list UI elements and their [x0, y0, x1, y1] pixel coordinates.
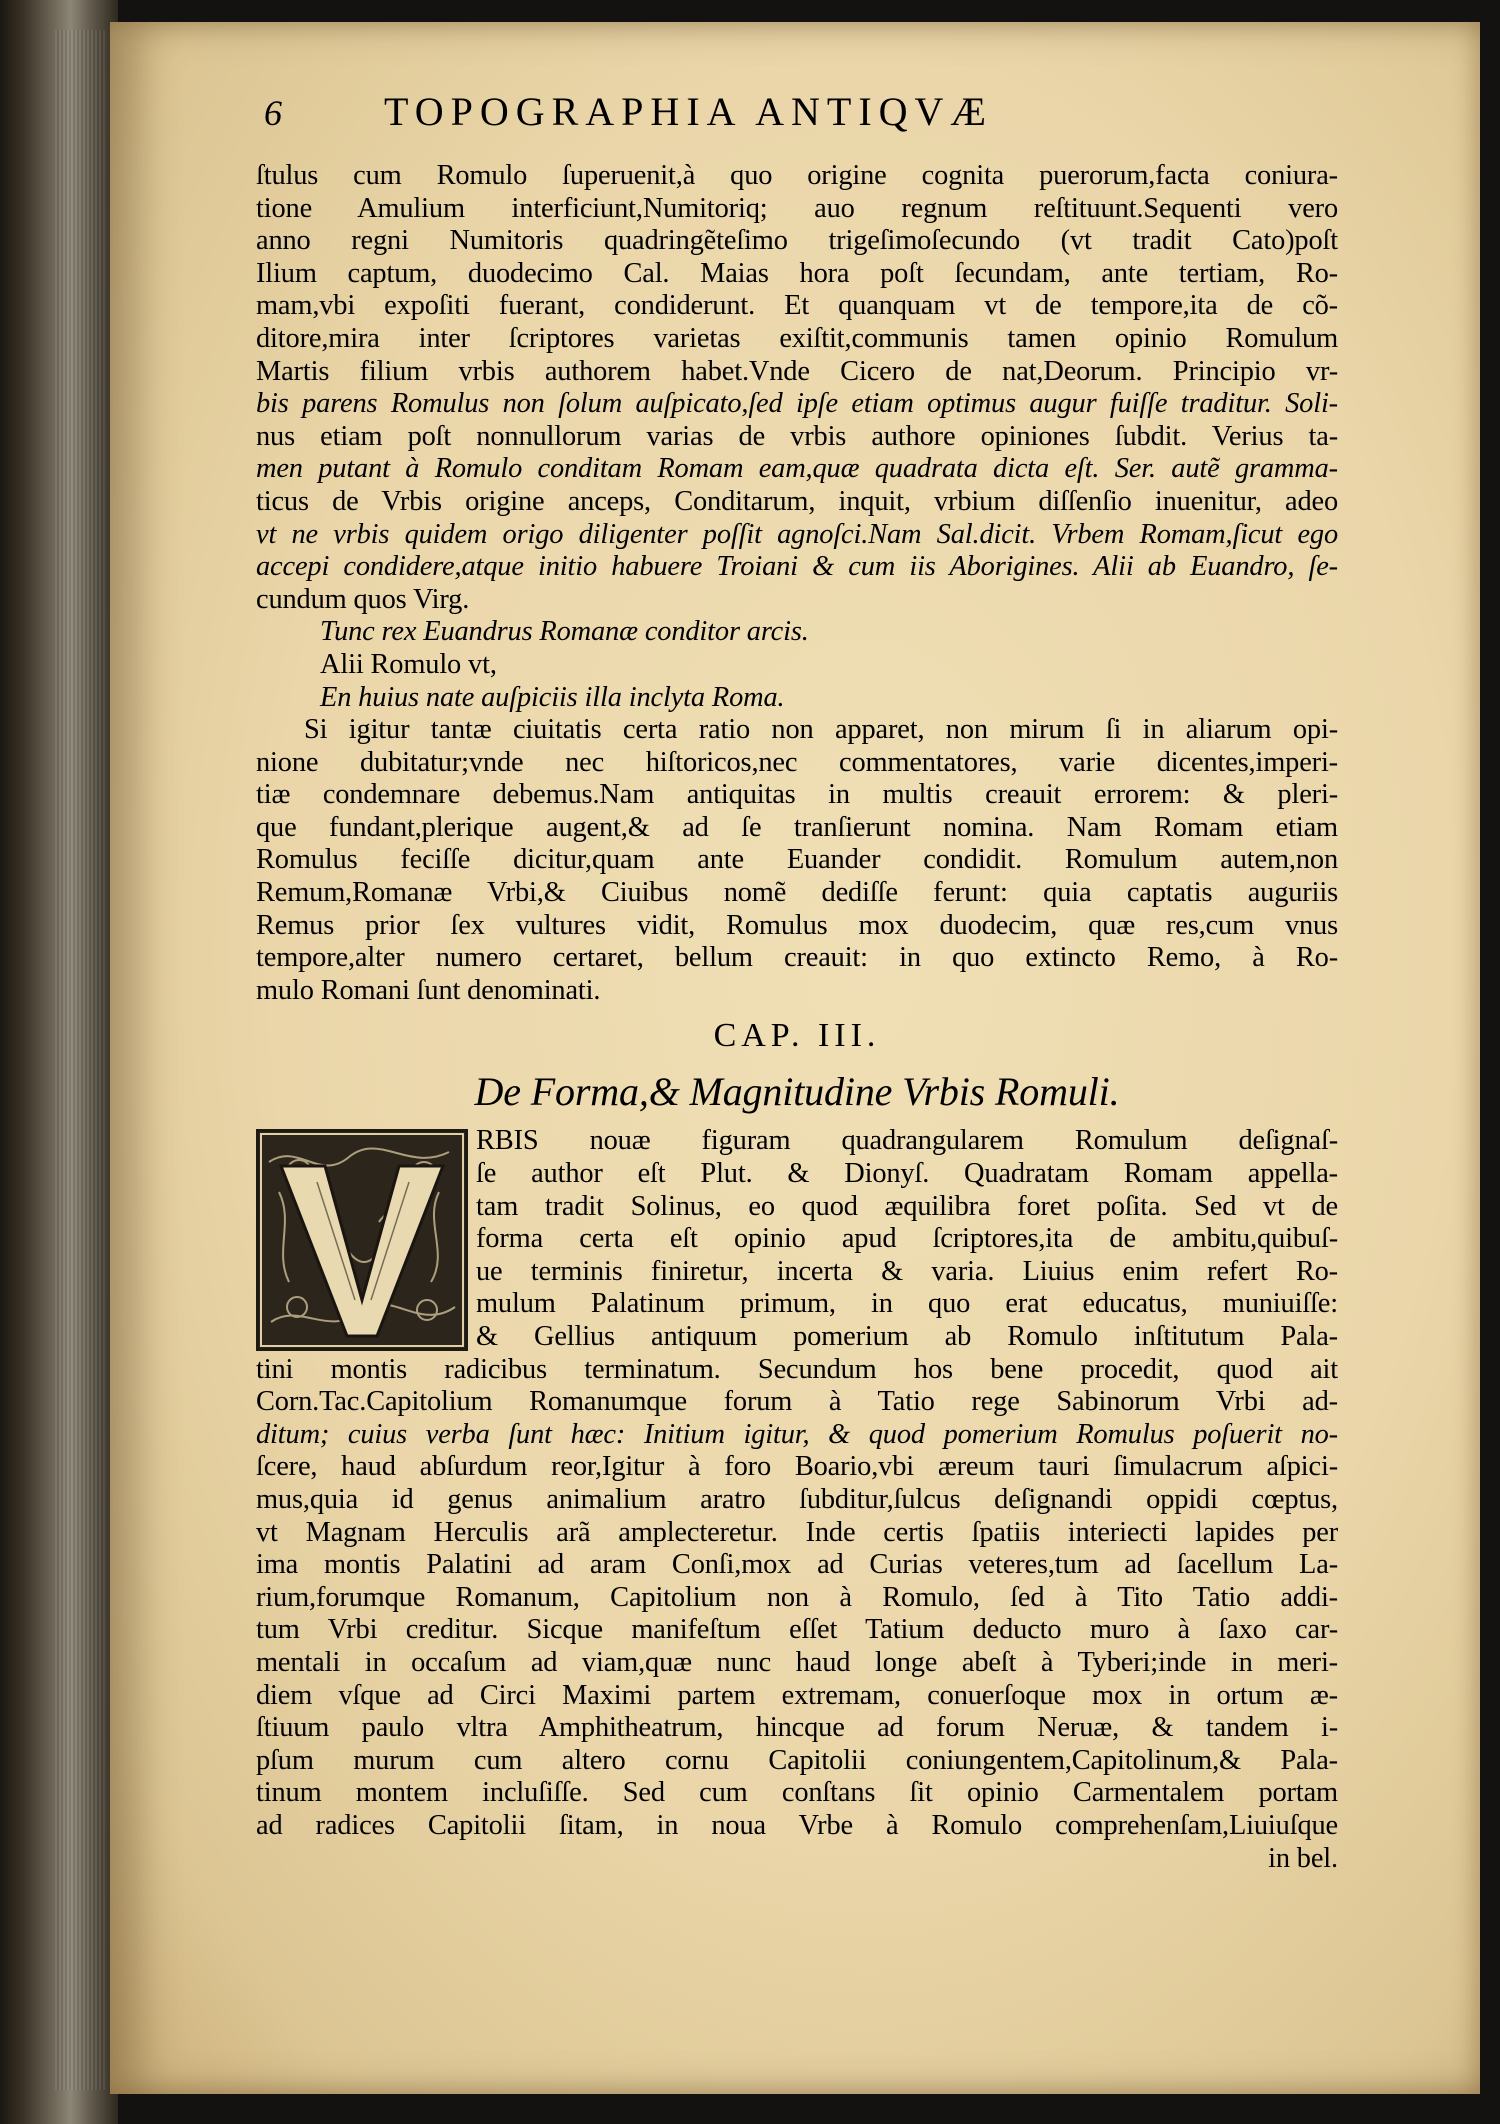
chapter-body — [256, 1125, 1338, 1875]
text-line: & Gellius antiquum pomerium ab Romulo inſtitutum Pala- — [476, 1321, 1338, 1352]
verse-line: En huius nate auſpiciis illa inclyta Roma. — [320, 681, 785, 713]
decorated-initial-v-icon — [256, 1129, 468, 1351]
text-line: mam,vbi expoſiti fuerant, condiderunt. Et quanquam vt de tempore,ita de cõ- — [256, 290, 1338, 322]
running-title: TOPOGRAPHIA ANTIQVÆ — [384, 89, 993, 134]
text-line: Si igitur tantæ ciuitatis certa ratio non apparet, non mirum ſi in aliarum opi- — [304, 714, 1338, 746]
drop-cap-wrapped-text — [476, 1125, 1338, 1353]
text-line: ditore,mira inter ſcriptores varietas exiſtit,communis tamen opinio Romulum — [256, 322, 1338, 354]
text-line: vt Magnam Herculis arã amplecteretur. Inde certis ſpatiis interiecti lapides per — [256, 1516, 1338, 1548]
text-line: men putant à Romulo conditam Romam eam,quæ quadrata dicta eſt. Ser. autẽ gramma- — [256, 453, 1338, 485]
text-line: Martis filium vrbis authorem habet.Vnde Cicero de nat,Deorum. Principio vr- — [256, 355, 1338, 387]
verse-line: Tunc rex Euandrus Romanæ conditor arcis. — [320, 616, 809, 648]
paragraph-3 — [256, 1354, 1338, 1876]
text-line: tinum montem incluſiſſe. Sed cum conſtans ſit opinio Carmentalem portam — [256, 1777, 1338, 1809]
text-line: Remum,Romanæ Vrbi,& Ciuibus nomẽ dediſſe ferunt: quia captatis auguriis — [256, 877, 1338, 909]
text-line: ditum; cuius verba ſunt hæc: Initium igitur, & quod pomerium Romulus poſuerit no- — [256, 1418, 1338, 1450]
chapter-title: De Forma,& Magnitudine Vrbis Romuli. — [474, 1069, 1120, 1115]
text-line: tam tradit Solinus, eo quod æquilibra foret poſita. Sed vt de — [476, 1190, 1338, 1222]
text-line: tempore,alter numero certaret, bellum creauit: in quo extincto Remo, à Ro- — [256, 942, 1338, 974]
text-line: anno regni Numitoris quadringẽteſimo trigeſimoſecundo (vt tradit Cato)poſt — [256, 225, 1338, 257]
text-line: tiæ condemnare debemus.Nam antiquitas in multis creauit errorem: & pleri- — [256, 779, 1338, 811]
text-line: Remus prior ſex vultures vidit, Romulus mox duodecim, quæ res,cum vnus — [256, 909, 1338, 941]
text-line: vt ne vrbis quidem origo diligenter poſſit agnoſci.Nam Sal.dicit. Vrbem Romam,ſicut ego — [256, 518, 1338, 550]
text-line: tione Amulium interficiunt,Numitoriq; auo regnum reſtituunt.Sequenti vero — [256, 192, 1338, 224]
paragraph-2 — [256, 714, 1338, 1007]
text-line: ue terminis finiretur, incerta & varia. Liuius enim refert Ro- — [476, 1255, 1338, 1287]
text-line: ad radices Capitolii ſitam, in noua Vrbe à Romulo comprehenſam,Liuiuſque — [256, 1809, 1338, 1841]
verse-quotes — [256, 616, 1338, 714]
text-line: Romulus feciſſe dicitur,quam ante Euander condidit. Romulum autem,non — [256, 844, 1338, 876]
text-line: cundum quos Virg. — [256, 583, 470, 615]
verse-line: Alii Romulo vt, — [320, 648, 497, 680]
text-line: tini montis radicibus terminatum. Secundum hos bene procedit, quod ait — [256, 1353, 1338, 1385]
text-line: que fundant,plerique augent,& ad ſe tranſierunt nomina. Nam Romam etiam — [256, 811, 1338, 843]
text-line: pſum murum cum altero cornu Capitolii coniungentem,Capitolinum,& Pala- — [256, 1744, 1338, 1776]
text-line: Ilium captum, duodecimo Cal. Maias hora poſt ſecundam, ante tertiam, Ro- — [256, 257, 1338, 289]
text-line: nione dubitatur;vnde nec hiſtoricos,nec commentatores, varie dicentes,imperi- — [256, 746, 1338, 778]
text-line: tum Vrbi creditur. Sicque manifeſtum eſſet Tatium deducto muro à ſaxo car- — [256, 1614, 1338, 1646]
text-line: forma certa eſt opinio apud ſcriptores,ita de ambitu,quibuſ- — [476, 1223, 1338, 1255]
text-line: rium,forumque Romanum, Capitolium non à Romulo, ſed à Tito Tatio addi- — [256, 1581, 1338, 1613]
chapter-number: CAP. III. — [713, 1017, 881, 1055]
paragraph-1 — [256, 160, 1338, 616]
running-head — [256, 89, 1338, 160]
text-line: mulo Romani ſunt denominati. — [256, 974, 601, 1006]
text-line: mulum Palatinum primum, in quo erat educatus, muniuiſſe: — [476, 1288, 1338, 1320]
text-line: ſe author eſt Plut. & Dionyſ. Quadratam Romam appella- — [476, 1158, 1338, 1190]
text-line: ima montis Palatini ad aram Conſi,mox ad Curias veteres,tum ad ſacellum La- — [256, 1549, 1338, 1581]
catchword: in bel. — [1268, 1842, 1338, 1874]
text-line: mus,quia id genus animalium aratro ſubditur,ſulcus deſignandi oppidi cœptus, — [256, 1483, 1338, 1515]
page-number: 6 — [264, 93, 288, 133]
text-line: mentali in occaſum ad viam,quæ nunc haud longe abeſt à Tyberi;inde in meri- — [256, 1646, 1338, 1678]
text-line: diem vſque ad Circi Maximi partem extremam, conuerſoque mox in ortum æ- — [256, 1679, 1338, 1711]
text-line: accepi condidere,atque initio habuere Troiani & cum iis Aborigines. Alii ab Euandro, ſe- — [256, 551, 1338, 583]
page-text — [256, 89, 1338, 1875]
text-line: nus etiam poſt nonnullorum varias de vrbis authore opiniones ſubdit. Verius ta- — [256, 420, 1338, 452]
text-line: ſtulus cum Romulo ſuperuenit,à quo origine cognita puerorum,facta coniura- — [256, 160, 1338, 191]
text-line: RBIS nouæ figuram quadrangularem Romulum deſignaſ- — [476, 1125, 1338, 1157]
book-fore-edge — [0, 0, 118, 2124]
text-line: ſcere, haud abſurdum reor,Igitur à foro Boario,vbi æreum tauri ſimulacrum aſpici- — [256, 1451, 1338, 1483]
text-line: Corn.Tac.Capitolium Romanumque forum à Tatio rege Sabinorum Vrbi ad- — [256, 1386, 1338, 1418]
text-line: ticus de Vrbis origine anceps, Conditarum, inquit, vrbium diſſenſio inuenitur, adeo — [256, 485, 1338, 517]
text-line: ſtiuum paulo vltra Amphitheatrum, hincque ad forum Neruæ, & tandem i- — [256, 1712, 1338, 1744]
text-line: bis parens Romulus non ſolum auſpicato,ſed ipſe etiam optimus augur fuiſſe traditur. Soli- — [256, 388, 1338, 420]
